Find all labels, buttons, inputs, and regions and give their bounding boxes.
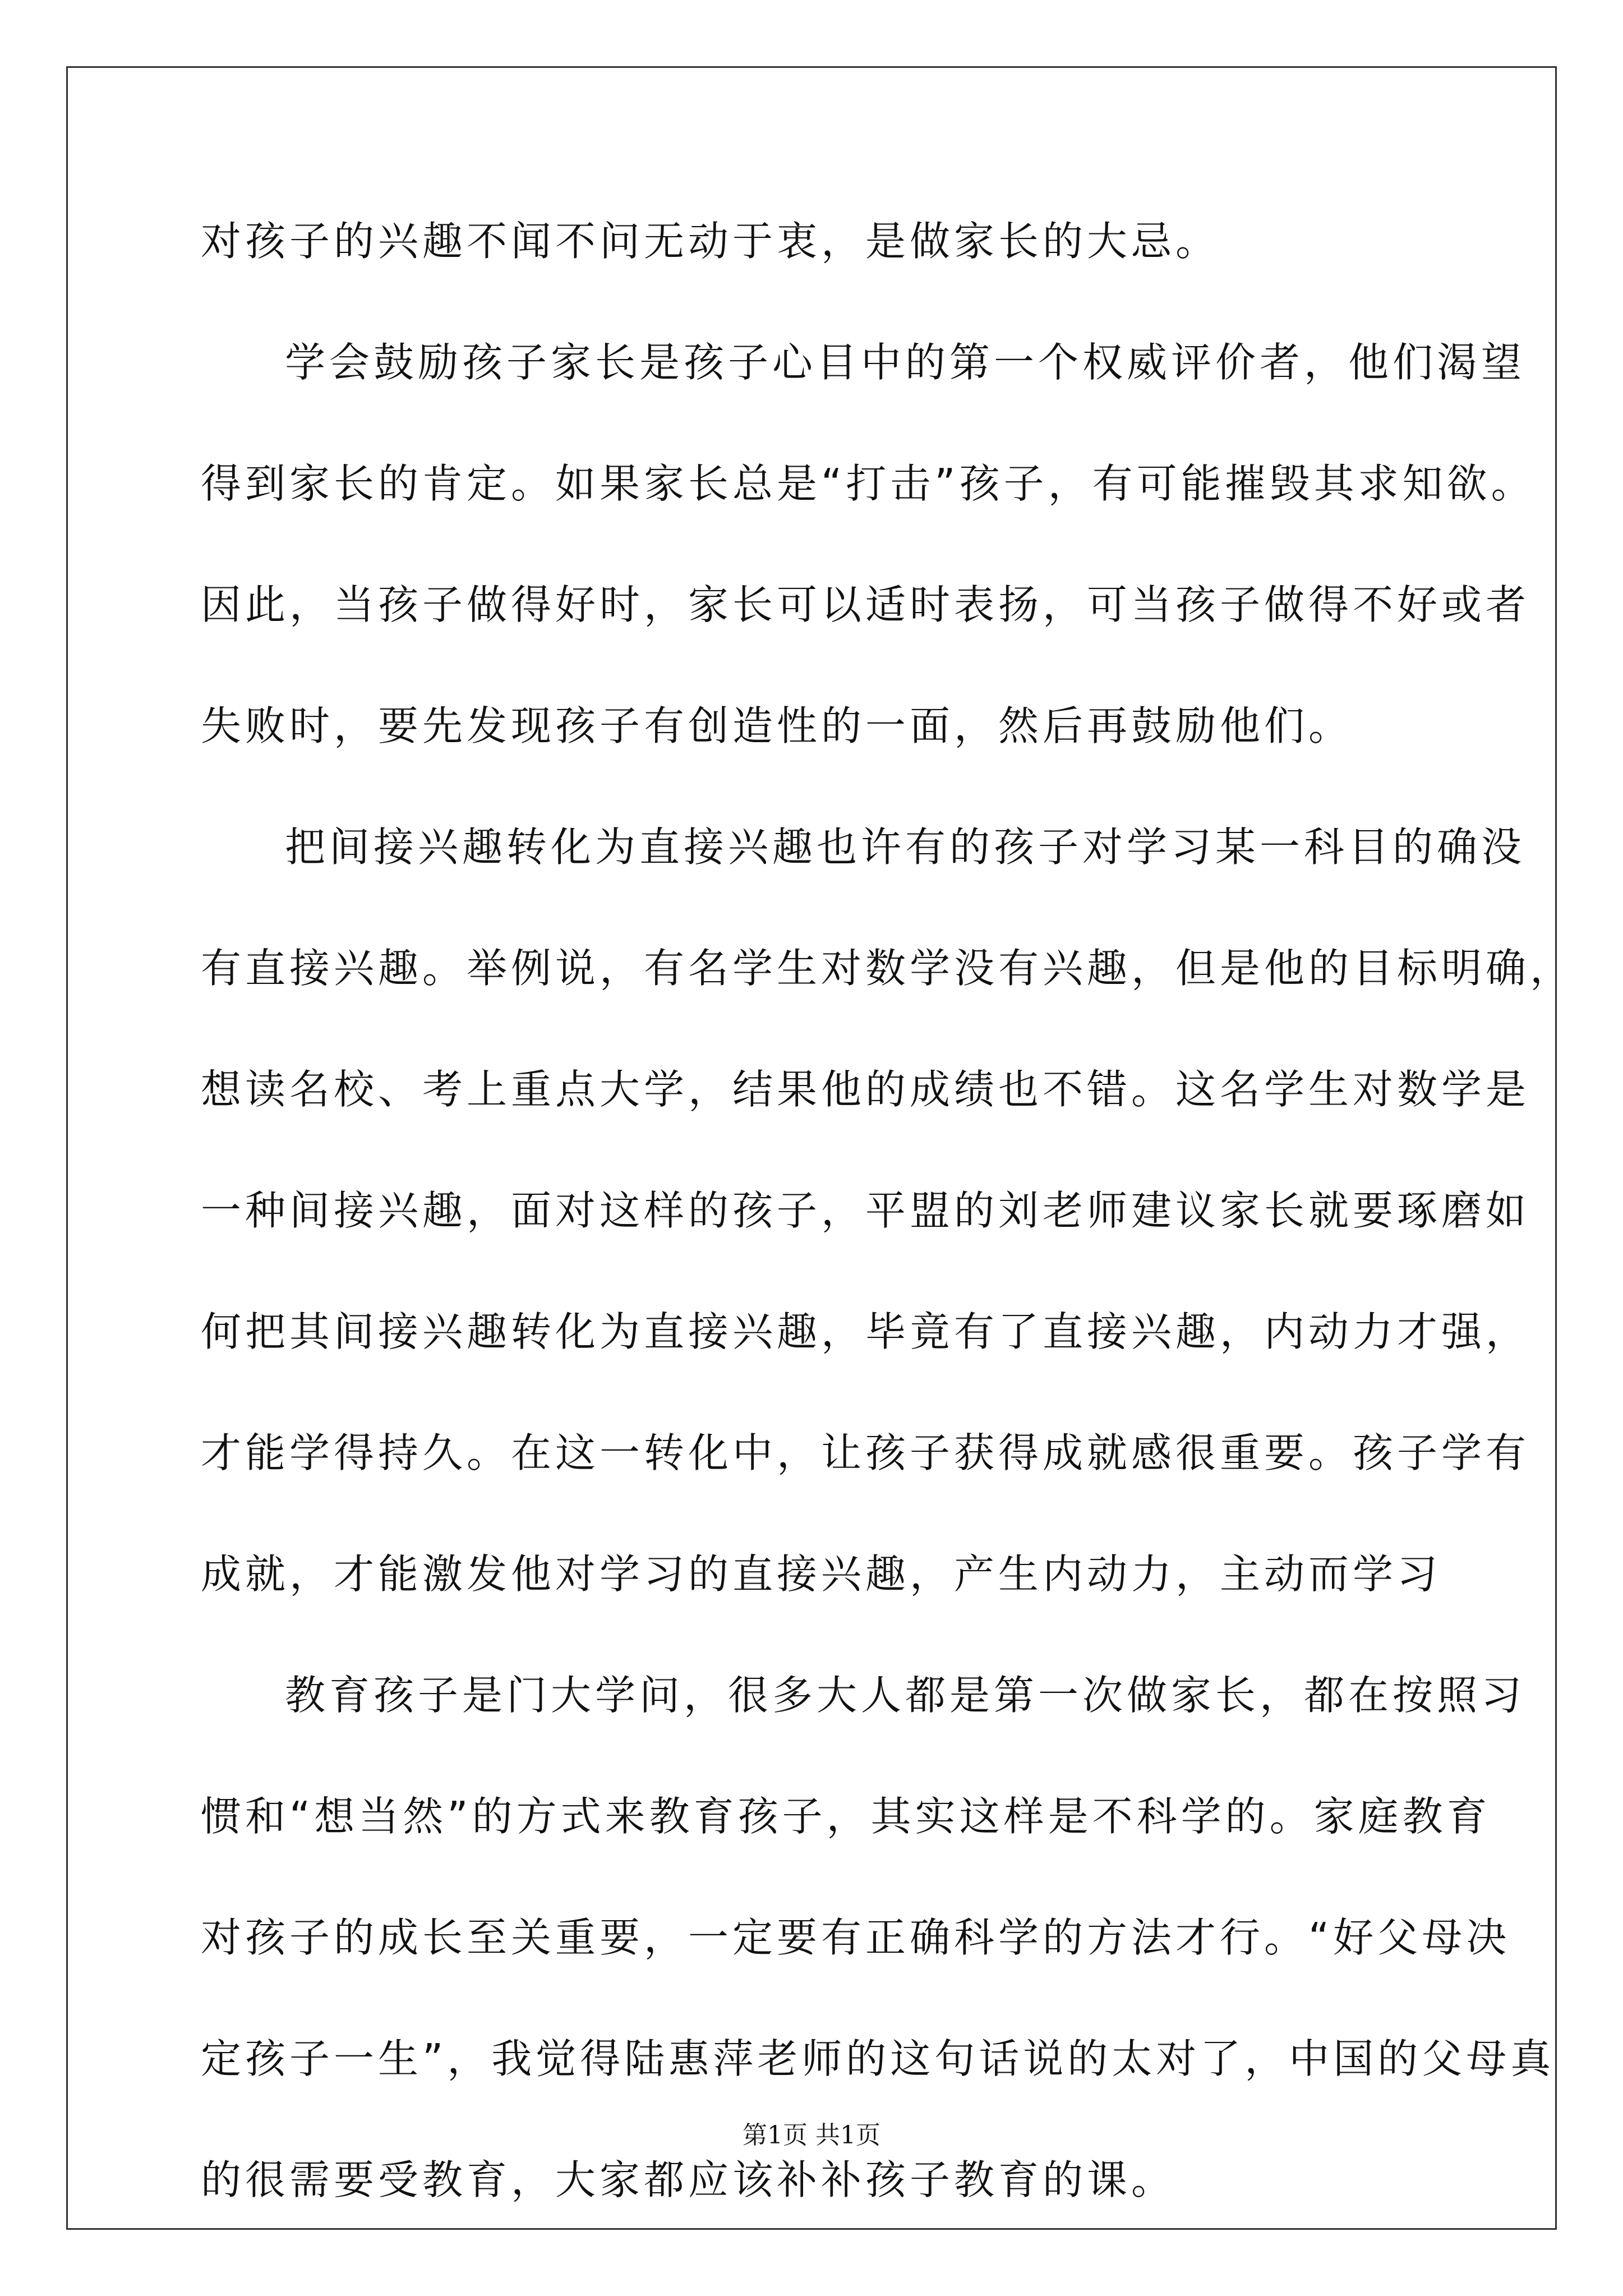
text-line: 对孩子的兴趣不闻不问无动于衷，是做家长的大忌。 (201, 218, 1220, 265)
paragraph-start-line: 教育孩子是门大学问，很多大人都是第一次做家长，都在按照习 (285, 1672, 1526, 1719)
text-line: 因此，当孩子做得好时，家长可以适时表扬，可当孩子做得不好或者 (201, 581, 1530, 628)
text-line: 得到家长的肯定。如果家长总是“打击”孩子，有可能摧毁其求知欲。 (201, 460, 1536, 507)
text-line: 才能学得持久。在这一转化中，让孩子获得成就感很重要。孩子学有 (201, 1429, 1530, 1476)
text-line: 何把其间接兴趣转化为直接兴趣，毕竟有了直接兴趣，内动力才强， (201, 1308, 1530, 1355)
text-line: 一种间接兴趣，面对这样的孩子，平盟的刘老师建议家长就要琢磨如 (201, 1187, 1530, 1234)
text-line: 对孩子的成长至关重要，一定要有正确科学的方法才行。“好父母决 (201, 1914, 1511, 1961)
text-line: 有直接兴趣。举例说，有名学生对数学没有兴趣，但是他的目标明确， (201, 945, 1575, 992)
text-line: 成就，才能激发他对学习的直接兴趣，产生内动力，主动而学习 (201, 1550, 1442, 1598)
page-number-footer: 第1页 共1页 (743, 2121, 880, 2150)
text-line: 想读名校、考上重点大学，结果他的成绩也不错。这名学生对数学是 (201, 1066, 1530, 1113)
text-line: 惯和“想当然”的方式来教育孩子，其实这样是不科学的。家庭教育 (201, 1793, 1491, 1840)
text-line: 定孩子一生”，我觉得陆惠萍老师的这句话说的太对了，中国的父母真 (201, 2035, 1555, 2082)
text-line: 失败时，要先发现孩子有创造性的一面，然后再鼓励他们。 (201, 702, 1353, 749)
paragraph-start-line: 把间接兴趣转化为直接兴趣也许有的孩子对学习某一科目的确没 (285, 823, 1526, 871)
text-line: 的很需要受教育，大家都应该补补孩子教育的课。 (201, 2156, 1176, 2203)
paragraph-start-line: 学会鼓励孩子家长是孩子心目中的第一个权威评价者，他们渴望 (285, 339, 1526, 386)
